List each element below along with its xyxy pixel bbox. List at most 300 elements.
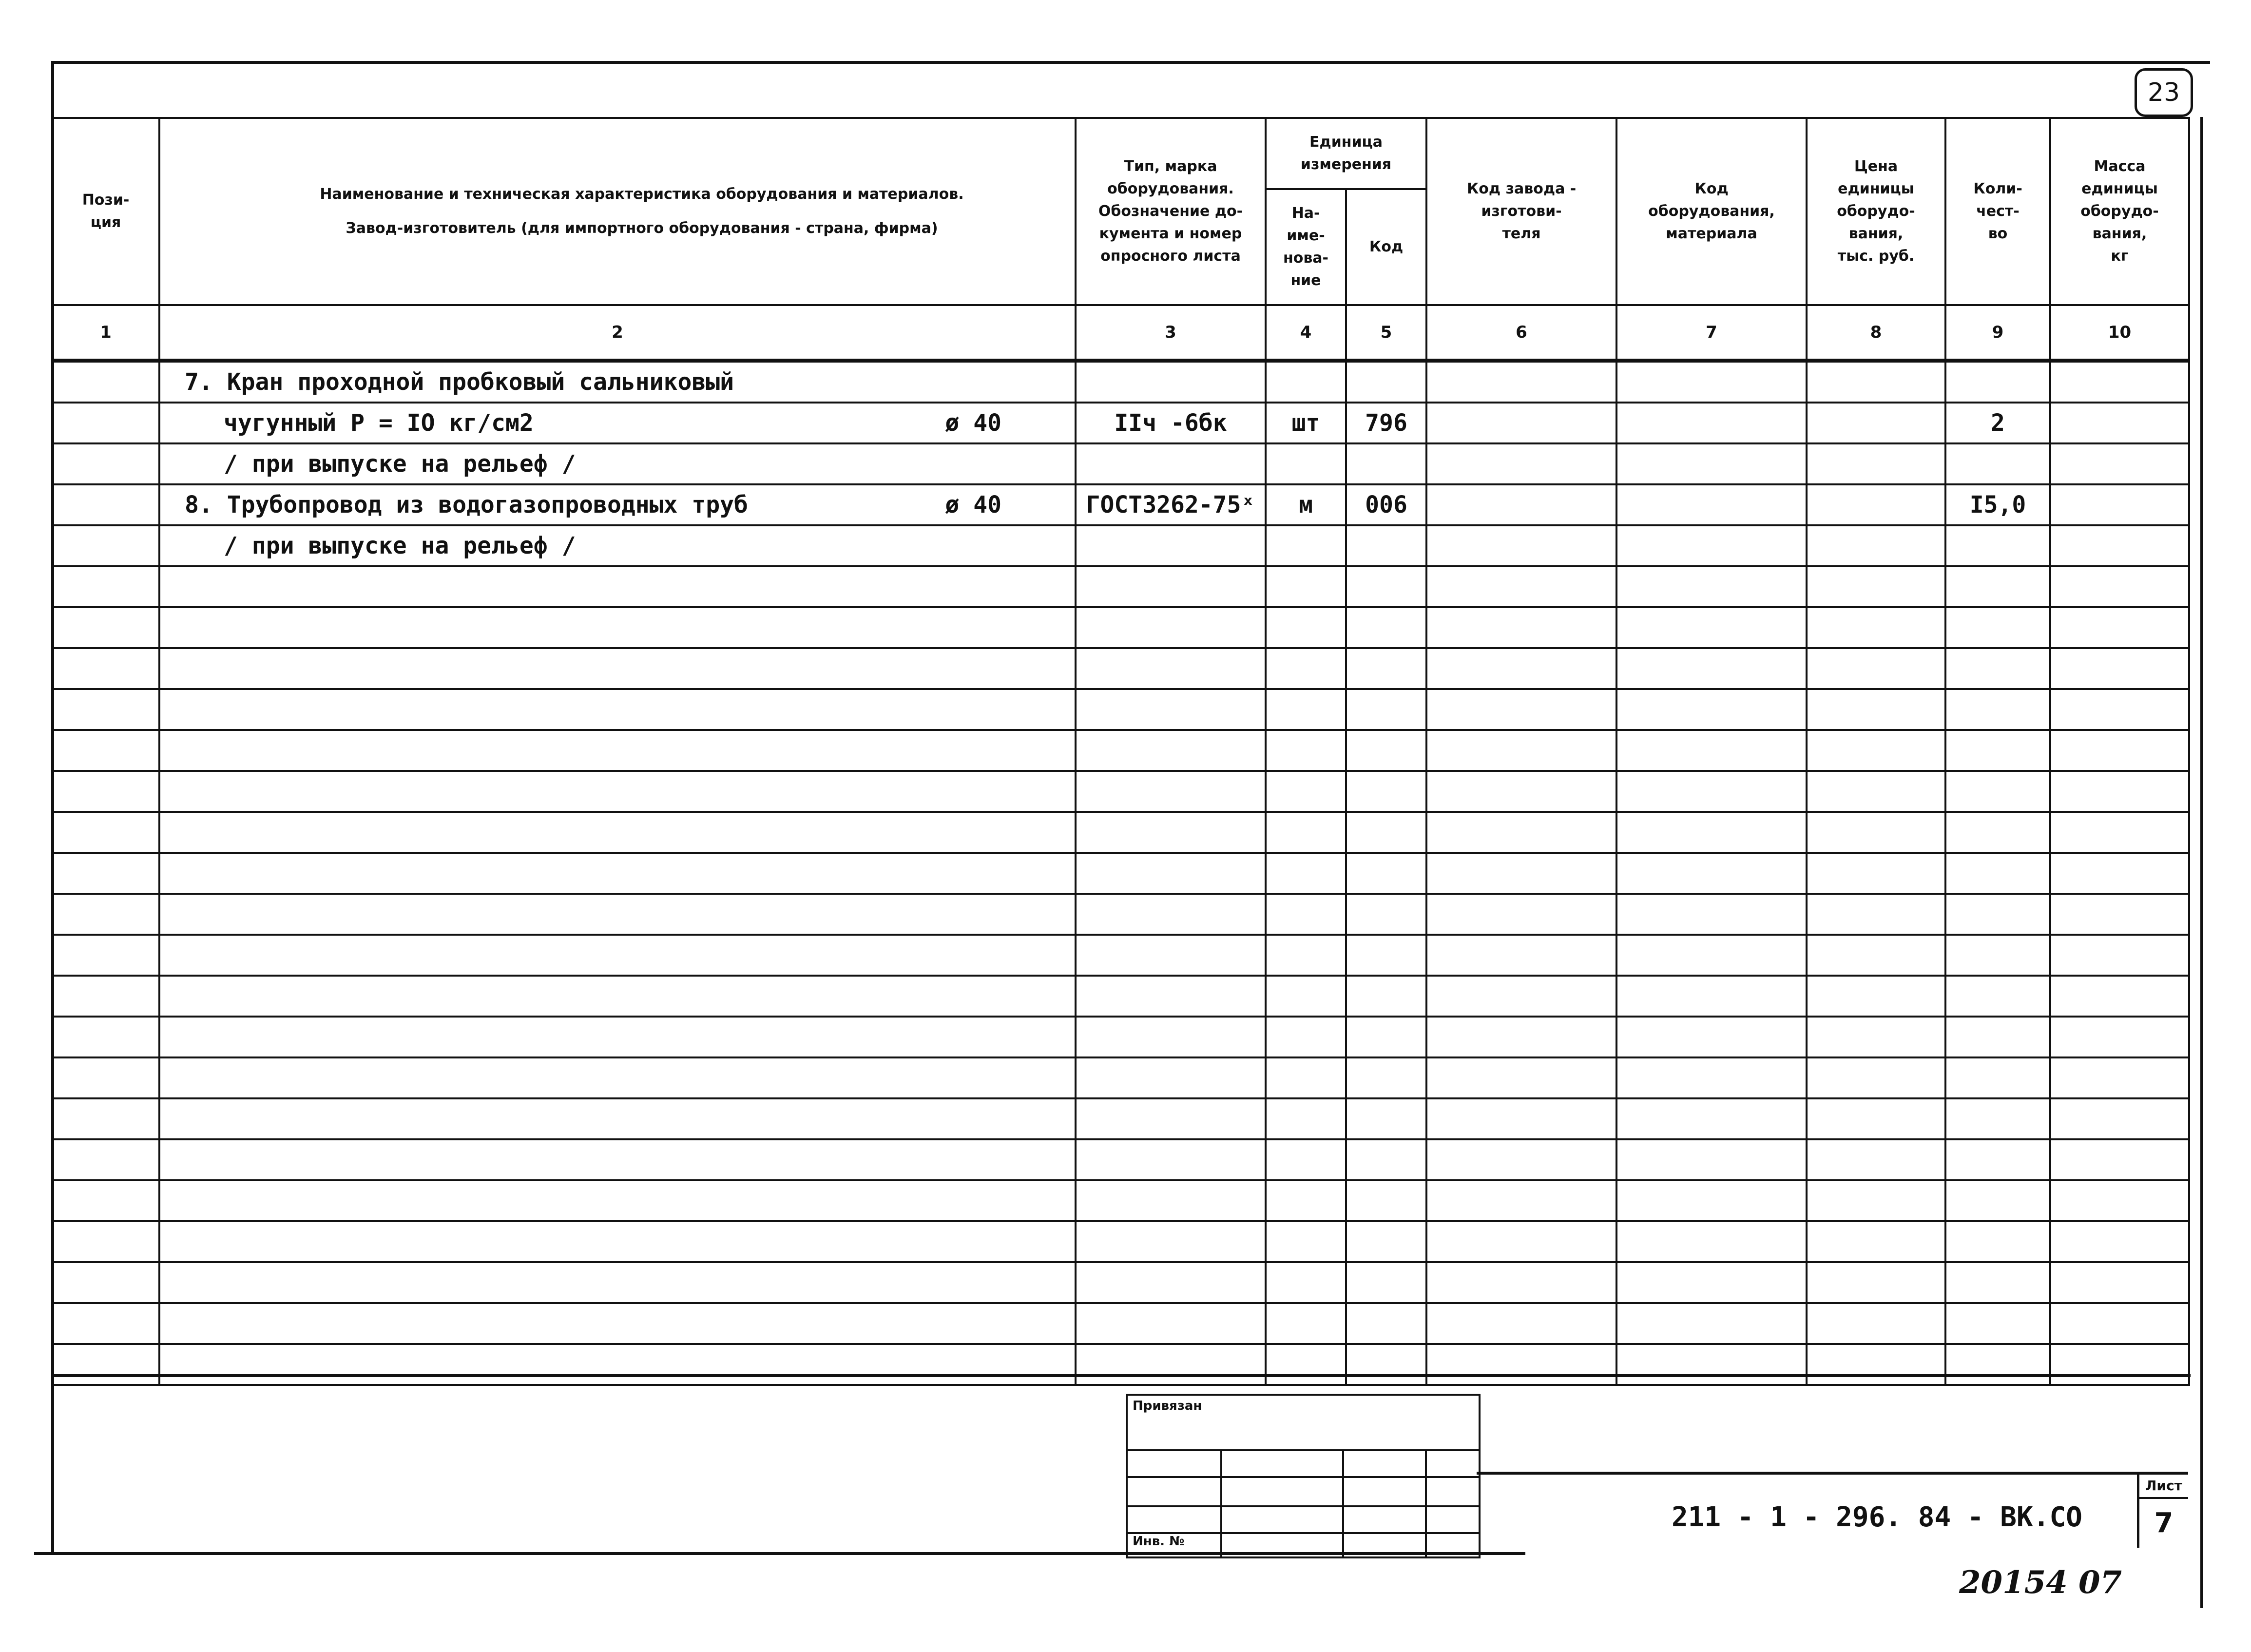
cell-empty <box>1346 566 1426 607</box>
cell-price <box>1807 403 1945 443</box>
cell-empty <box>1076 689 1266 730</box>
cell-empty <box>1616 1098 1807 1139</box>
cell-empty <box>1616 935 1807 976</box>
cell-empty <box>2050 853 2189 894</box>
cell-mass <box>2050 403 2189 443</box>
cell-empty <box>1426 689 1616 730</box>
cell-empty <box>2050 1262 2189 1303</box>
cell-empty <box>1945 935 2050 976</box>
cell-unit-code: 796 <box>1346 403 1426 443</box>
header-line: На- <box>1291 205 1320 222</box>
cell-empty <box>1616 1180 1807 1221</box>
header-line: материала <box>1666 225 1757 242</box>
cell-empty <box>159 976 1076 1017</box>
cell-position <box>52 403 159 443</box>
cell-empty <box>1616 812 1807 853</box>
cell-empty <box>1266 853 1346 894</box>
header-line: Пози- <box>82 192 130 209</box>
header-line: нова- <box>1283 250 1329 267</box>
cell-empty <box>1807 566 1945 607</box>
cell-empty <box>1076 730 1266 771</box>
cell-unit-code: 006 <box>1346 484 1426 525</box>
cell-empty <box>1076 1180 1266 1221</box>
cell-empty <box>159 1017 1076 1057</box>
cell-empty <box>52 894 159 935</box>
cell-price <box>1807 525 1945 566</box>
column-number: 1 <box>52 305 159 361</box>
specification-table <box>51 117 2190 1386</box>
header-line: Тип, марка <box>1124 158 1217 175</box>
cell-empty <box>159 935 1076 976</box>
cell-empty <box>1426 1180 1616 1221</box>
cell-empty <box>1807 1221 1945 1262</box>
cell-empty <box>1346 812 1426 853</box>
header-line: оборудования, <box>1648 203 1775 220</box>
cell-unit-name: м <box>1266 484 1346 525</box>
cell-empty <box>1266 894 1346 935</box>
cell-empty <box>1076 894 1266 935</box>
table-row <box>52 403 2189 443</box>
cell-empty <box>1945 1017 2050 1057</box>
item-name: / при выпуске на рельеф / <box>224 450 576 478</box>
title-block <box>1477 1472 2188 1557</box>
sheet-number: 23 <box>2135 68 2193 117</box>
cell-empty <box>1346 771 1426 812</box>
cell-empty <box>1807 771 1945 812</box>
stamp-bound-label: Привязан <box>1133 1399 1202 1413</box>
table-row-empty <box>52 1017 2189 1057</box>
cell-empty <box>1076 1139 1266 1180</box>
cell-equipment-code <box>1616 525 1807 566</box>
table-row-empty <box>52 1303 2189 1344</box>
cell-empty <box>1945 1180 2050 1221</box>
table-row-empty <box>52 812 2189 853</box>
cell-empty <box>1616 1303 1807 1344</box>
cell-empty <box>159 607 1076 648</box>
header-unit-name <box>1266 189 1346 305</box>
cell-empty <box>52 1098 159 1139</box>
cell-empty <box>2050 730 2189 771</box>
cell-empty <box>1616 566 1807 607</box>
cell-empty <box>1426 771 1616 812</box>
cell-empty <box>1426 648 1616 689</box>
cell-empty <box>1266 1017 1346 1057</box>
cell-type <box>1076 361 1266 403</box>
column-number: 7 <box>1616 305 1807 361</box>
sheet-value: 7 <box>2154 1507 2174 1539</box>
cell-empty <box>1426 976 1616 1017</box>
cell-empty <box>1616 894 1807 935</box>
cell-empty <box>2050 1017 2189 1057</box>
cell-name <box>159 403 1076 443</box>
cell-type <box>1076 525 1266 566</box>
cell-empty <box>1076 976 1266 1017</box>
cell-empty <box>159 648 1076 689</box>
header-line: Масса <box>2094 158 2146 175</box>
cell-empty <box>2050 1303 2189 1344</box>
table-row <box>52 484 2189 525</box>
cell-empty <box>1426 1139 1616 1180</box>
cell-empty <box>1807 894 1945 935</box>
cell-empty <box>1426 894 1616 935</box>
cell-name <box>159 484 1076 525</box>
cell-empty <box>159 812 1076 853</box>
right-edge-line <box>2200 117 2203 1608</box>
table-row-empty <box>52 730 2189 771</box>
header-line: тыс. руб. <box>1837 248 1915 265</box>
cell-name <box>159 525 1076 566</box>
cell-empty <box>159 1303 1076 1344</box>
cell-empty <box>159 1057 1076 1098</box>
cell-empty <box>2050 1098 2189 1139</box>
cell-mass <box>2050 525 2189 566</box>
table-row-empty <box>52 1180 2189 1221</box>
cell-empty <box>1426 1017 1616 1057</box>
column-number: 4 <box>1266 305 1346 361</box>
table-row-empty <box>52 1221 2189 1262</box>
column-number: 9 <box>1945 305 2050 361</box>
cell-quantity <box>1945 443 2050 484</box>
cell-empty <box>1945 853 2050 894</box>
cell-empty <box>1807 1017 1945 1057</box>
cell-empty <box>159 1221 1076 1262</box>
cell-empty <box>1945 1221 2050 1262</box>
cell-empty <box>52 689 159 730</box>
cell-empty <box>1346 689 1426 730</box>
cell-equipment-code <box>1616 443 1807 484</box>
column-number-row <box>52 305 2189 361</box>
cell-unit-name <box>1266 443 1346 484</box>
cell-empty <box>1945 812 2050 853</box>
cell-empty <box>159 771 1076 812</box>
header-line: име- <box>1287 227 1325 245</box>
cell-empty <box>1426 1057 1616 1098</box>
header-line: теля <box>1502 225 1541 242</box>
cell-empty <box>159 730 1076 771</box>
cell-empty <box>1346 1221 1426 1262</box>
header-line: Код завода - <box>1466 180 1577 197</box>
cell-empty <box>159 853 1076 894</box>
cell-empty <box>52 566 159 607</box>
cell-empty <box>1945 976 2050 1017</box>
header-line: измерения <box>1300 156 1392 173</box>
cell-price <box>1807 484 1945 525</box>
cell-quantity <box>1945 361 2050 403</box>
table-row-empty <box>52 771 2189 812</box>
sheet-box <box>2137 1475 2188 1548</box>
cell-empty <box>2050 566 2189 607</box>
header-name <box>159 118 1076 305</box>
table-row-empty <box>52 1098 2189 1139</box>
cell-type: ГОСТ3262-75ˣ <box>1076 484 1266 525</box>
cell-empty <box>2050 1139 2189 1180</box>
table-row-empty <box>52 1057 2189 1098</box>
cell-manufacturer-code <box>1426 525 1616 566</box>
cell-empty <box>1266 771 1346 812</box>
cell-empty <box>1807 853 1945 894</box>
handwritten-number: 20154 07 <box>1959 1564 2122 1601</box>
cell-empty <box>159 1262 1076 1303</box>
cell-empty <box>1945 771 2050 812</box>
cell-equipment-code <box>1616 403 1807 443</box>
cell-empty <box>1266 1180 1346 1221</box>
cell-empty <box>1945 1057 2050 1098</box>
cell-empty <box>1616 771 1807 812</box>
cell-empty <box>1266 1262 1346 1303</box>
column-number: 8 <box>1807 305 1945 361</box>
table-row <box>52 525 2189 566</box>
header-manufacturer-code <box>1426 118 1616 305</box>
cell-empty <box>2050 771 2189 812</box>
header-quantity <box>1945 118 2050 305</box>
header-line: Код <box>1694 180 1729 197</box>
cell-manufacturer-code <box>1426 443 1616 484</box>
header-line: кг <box>2111 248 2129 265</box>
cell-empty <box>52 648 159 689</box>
cell-position <box>52 525 159 566</box>
cell-empty <box>1266 812 1346 853</box>
cell-empty <box>1945 689 2050 730</box>
header-line: Наименование и техническая характеристика оборудования и материалов. <box>320 186 964 203</box>
cell-empty <box>2050 689 2189 730</box>
cell-empty <box>1945 1139 2050 1180</box>
item-name: чугунный Р = IO кг/см2 <box>224 409 534 437</box>
table-row-empty <box>52 1139 2189 1180</box>
cell-empty <box>52 1139 159 1180</box>
cell-position <box>52 361 159 403</box>
cell-empty <box>52 935 159 976</box>
table-row-empty <box>52 935 2189 976</box>
cell-empty <box>52 1262 159 1303</box>
cell-empty <box>52 1057 159 1098</box>
cell-empty <box>1426 812 1616 853</box>
cell-empty <box>1616 1139 1807 1180</box>
cell-mass <box>2050 361 2189 403</box>
cell-empty <box>1945 730 2050 771</box>
cell-empty <box>1346 1139 1426 1180</box>
cell-empty <box>52 771 159 812</box>
header-line: Завод-изготовитель (для импортного оборудования - страна, фирма) <box>346 220 938 237</box>
cell-empty <box>1266 935 1346 976</box>
item-name: / при выпуске на рельеф / <box>224 532 576 559</box>
cell-unit-name <box>1266 361 1346 403</box>
cell-manufacturer-code <box>1426 403 1616 443</box>
header-line: оборудования. <box>1107 180 1234 197</box>
table-row-empty <box>52 566 2189 607</box>
cell-empty <box>1945 1098 2050 1139</box>
cell-name <box>159 443 1076 484</box>
table-row-empty <box>52 853 2189 894</box>
table-row <box>52 361 2189 403</box>
cell-empty <box>1616 1221 1807 1262</box>
cell-empty <box>159 1180 1076 1221</box>
cell-empty <box>1266 1098 1346 1139</box>
cell-empty <box>1807 607 1945 648</box>
cell-empty <box>1076 1057 1266 1098</box>
binding-stamp <box>1126 1394 1481 1558</box>
header-line: ция <box>90 214 121 231</box>
cell-empty <box>1807 812 1945 853</box>
cell-empty <box>2050 648 2189 689</box>
cell-type: IIч -6бк <box>1076 403 1266 443</box>
cell-empty <box>1076 812 1266 853</box>
cell-empty <box>1616 607 1807 648</box>
cell-empty <box>1076 1221 1266 1262</box>
cell-empty <box>1616 1017 1807 1057</box>
cell-empty <box>1076 1262 1266 1303</box>
cell-empty <box>1807 1139 1945 1180</box>
item-diameter: ø 40 <box>945 491 1001 519</box>
cell-empty <box>1266 607 1346 648</box>
cell-mass <box>2050 443 2189 484</box>
cell-empty <box>1426 1262 1616 1303</box>
cell-empty <box>1266 1303 1346 1344</box>
cell-unit-name: шт <box>1266 403 1346 443</box>
cell-empty <box>1266 689 1346 730</box>
cell-name <box>159 361 1076 403</box>
cell-empty <box>1076 1017 1266 1057</box>
cell-empty <box>1807 1098 1945 1139</box>
cell-empty <box>1945 1262 2050 1303</box>
cell-mass <box>2050 484 2189 525</box>
cell-empty <box>1266 730 1346 771</box>
cell-price <box>1807 361 1945 403</box>
cell-empty <box>1346 607 1426 648</box>
header-line: кумента и номер <box>1099 225 1242 242</box>
cell-empty <box>1616 648 1807 689</box>
cell-quantity: 2 <box>1945 403 2050 443</box>
cell-empty <box>159 1139 1076 1180</box>
header-line: Коли- <box>1973 180 2022 197</box>
cell-empty <box>1807 1180 1945 1221</box>
cell-empty <box>1945 1303 2050 1344</box>
header-line: опросного листа <box>1100 248 1241 265</box>
cell-empty <box>1807 935 1945 976</box>
column-number: 6 <box>1426 305 1616 361</box>
table-row-empty <box>52 689 2189 730</box>
cell-empty <box>1266 1221 1346 1262</box>
cell-empty <box>1807 1262 1945 1303</box>
header-line: чест- <box>1976 203 2020 220</box>
cell-manufacturer-code <box>1426 361 1616 403</box>
item-name: 7. Кран проходной пробковый сальниковый <box>185 368 734 396</box>
cell-empty <box>2050 1221 2189 1262</box>
cell-empty <box>1426 1221 1616 1262</box>
cell-type <box>1076 443 1266 484</box>
cell-empty <box>1616 976 1807 1017</box>
cell-empty <box>1426 935 1616 976</box>
cell-empty <box>1346 1303 1426 1344</box>
cell-unit-code <box>1346 525 1426 566</box>
stamp-inv-label: Инв. № <box>1133 1534 1185 1549</box>
cell-empty <box>1945 894 2050 935</box>
table-row-empty <box>52 1262 2189 1303</box>
cell-empty <box>1076 566 1266 607</box>
cell-empty <box>1426 730 1616 771</box>
cell-manufacturer-code <box>1426 484 1616 525</box>
cell-empty <box>1346 853 1426 894</box>
cell-empty <box>1616 1262 1807 1303</box>
header-line: Единица <box>1309 134 1383 151</box>
header-line: вания, <box>1848 225 1904 242</box>
cell-empty <box>52 976 159 1017</box>
cell-quantity <box>1945 525 2050 566</box>
cell-empty <box>159 894 1076 935</box>
cell-position <box>52 484 159 525</box>
cell-empty <box>1266 1139 1346 1180</box>
cell-empty <box>1945 648 2050 689</box>
header-equipment-code <box>1616 118 1807 305</box>
cell-empty <box>1076 607 1266 648</box>
cell-position <box>52 443 159 484</box>
cell-empty <box>2050 894 2189 935</box>
cell-empty <box>1076 1098 1266 1139</box>
cell-equipment-code <box>1616 361 1807 403</box>
cell-empty <box>2050 1057 2189 1098</box>
header-line: изготови- <box>1481 203 1562 220</box>
cell-empty <box>1076 853 1266 894</box>
cell-empty <box>1426 853 1616 894</box>
header-mass <box>2050 118 2189 305</box>
cell-empty <box>1346 1017 1426 1057</box>
header-line: Обозначение до- <box>1098 203 1243 220</box>
column-number: 3 <box>1076 305 1266 361</box>
cell-empty <box>1426 607 1616 648</box>
sheet-label: Лист <box>2139 1475 2188 1499</box>
cell-empty <box>1346 730 1426 771</box>
cell-empty <box>2050 607 2189 648</box>
header-line: оборудо- <box>2080 203 2159 220</box>
table-row <box>52 443 2189 484</box>
column-number: 10 <box>2050 305 2189 361</box>
document-code: 211 - 1 - 296. 84 - ВК.СО <box>1672 1501 2082 1533</box>
cell-price <box>1807 443 1945 484</box>
cell-unit-code <box>1346 443 1426 484</box>
cell-empty <box>52 1180 159 1221</box>
cell-empty <box>1807 689 1945 730</box>
cell-unit-code <box>1346 361 1426 403</box>
cell-empty <box>52 1017 159 1057</box>
cell-empty <box>1076 935 1266 976</box>
base-line <box>34 1552 1525 1555</box>
cell-empty <box>1426 1098 1616 1139</box>
header-price <box>1807 118 1945 305</box>
cell-empty <box>2050 935 2189 976</box>
header-line: оборудо- <box>1837 203 1915 220</box>
header-line: вания, <box>2092 225 2147 242</box>
cell-equipment-code <box>1616 484 1807 525</box>
cell-empty <box>1076 648 1266 689</box>
cell-empty <box>159 689 1076 730</box>
cell-empty <box>1807 1303 1945 1344</box>
cell-empty <box>159 566 1076 607</box>
cell-empty <box>1616 689 1807 730</box>
cell-empty <box>1426 566 1616 607</box>
cell-empty <box>1945 607 2050 648</box>
table-row-empty <box>52 976 2189 1017</box>
cell-empty <box>1266 976 1346 1017</box>
cell-empty <box>52 607 159 648</box>
cell-empty <box>1346 1098 1426 1139</box>
cell-empty <box>1346 1262 1426 1303</box>
cell-empty <box>52 1221 159 1262</box>
cell-empty <box>1346 894 1426 935</box>
cell-empty <box>1807 1057 1945 1098</box>
header-type <box>1076 118 1266 305</box>
header-unit-group <box>1266 118 1426 189</box>
cell-empty <box>2050 1180 2189 1221</box>
table-row-empty <box>52 648 2189 689</box>
